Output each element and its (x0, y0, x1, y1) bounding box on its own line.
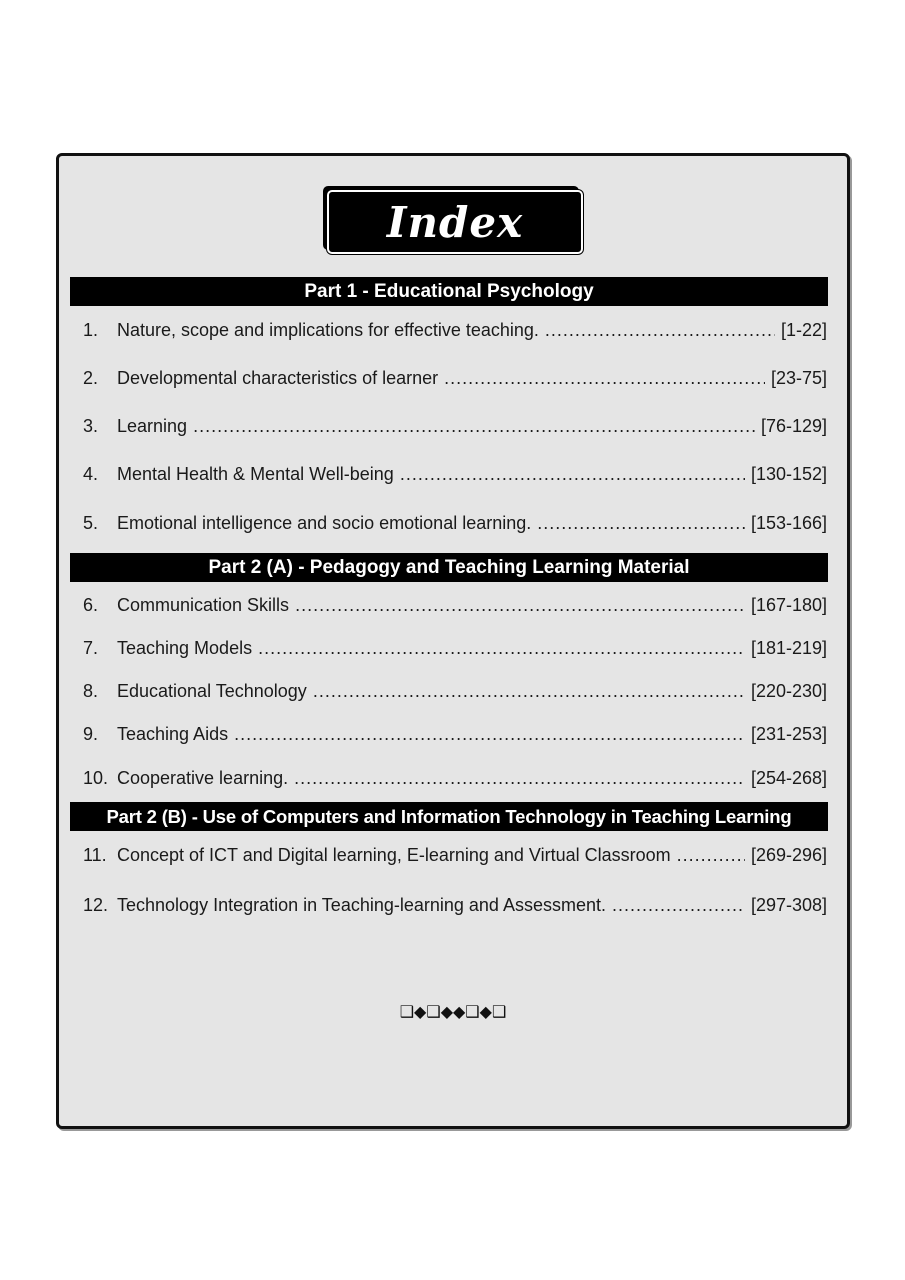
entry-number: 12. (83, 895, 109, 915)
entry-title: Teaching Models (117, 638, 253, 658)
toc-entry[interactable] (83, 638, 827, 664)
title-box (327, 190, 583, 254)
entry-title: Learning (117, 416, 188, 436)
part-heading-1: Part 1 - Educational Psychology (70, 277, 828, 306)
entry-pages: [167-180] (750, 595, 827, 615)
leader-dots (193, 416, 755, 437)
entry-title: Technology Integration in Teaching-learning and Assessment. (117, 895, 606, 915)
toc-entry[interactable] (83, 513, 827, 539)
entry-number: 4. (83, 464, 99, 484)
entry-number: 3. (83, 416, 99, 436)
entry-number: 10. (83, 768, 109, 788)
leader-dots (234, 724, 745, 745)
leader-dots (612, 895, 745, 916)
entry-number: 5. (83, 513, 99, 533)
toc-entry[interactable] (83, 895, 827, 921)
entry-pages: [254-268] (750, 768, 827, 788)
entry-pages: [269-296] (750, 845, 827, 865)
index-frame (56, 153, 850, 1129)
entry-title: Teaching Aids (117, 724, 229, 744)
entry-title: Educational Technology (117, 681, 307, 701)
entry-title: Emotional intelligence and socio emotional learning. (117, 513, 532, 533)
leader-dots (258, 638, 745, 659)
entry-number: 11. (83, 845, 107, 865)
entry-pages: [76-129] (760, 416, 827, 436)
entry-number: 6. (83, 595, 99, 615)
entry-number: 2. (83, 368, 99, 388)
toc-entry[interactable] (83, 464, 827, 490)
toc-entry[interactable] (83, 724, 827, 750)
entry-title: Developmental characteristics of learner (117, 368, 439, 388)
leader-dots (677, 845, 745, 866)
part-heading-2b: Part 2 (B) - Use of Computers and Information Technology in Teaching Learning (70, 802, 828, 831)
entry-pages: [231-253] (750, 724, 827, 744)
toc-entry[interactable] (83, 320, 827, 346)
toc-entry[interactable] (83, 368, 827, 394)
toc-entry[interactable] (83, 845, 827, 871)
entry-title: Communication Skills (117, 595, 290, 615)
entry-pages: [153-166] (750, 513, 827, 533)
index-title-block (327, 190, 585, 256)
ornament-divider: ❑◆❑◆◆❑◆❑ (399, 1002, 507, 1021)
entry-pages: [181-219] (750, 638, 827, 658)
toc-entry[interactable] (83, 681, 827, 707)
entry-number: 7. (83, 638, 99, 658)
leader-dots (444, 368, 765, 389)
leader-dots (294, 768, 745, 789)
toc-entry[interactable] (83, 595, 827, 621)
leader-dots (400, 464, 745, 485)
entry-number: 1. (83, 320, 99, 340)
part-heading-2a: Part 2 (A) - Pedagogy and Teaching Learning Material (70, 553, 828, 582)
entry-pages: [130-152] (750, 464, 827, 484)
entry-pages: [220-230] (750, 681, 827, 701)
entry-pages: [1-22] (780, 320, 827, 340)
toc-entry[interactable] (83, 768, 827, 794)
entry-number: 9. (83, 724, 99, 744)
entry-title: Mental Health & Mental Well-being (117, 464, 394, 484)
entry-title: Cooperative learning. (117, 768, 289, 788)
leader-dots (545, 320, 775, 341)
leader-dots (537, 513, 745, 534)
leader-dots (295, 595, 745, 616)
entry-number: 8. (83, 681, 99, 701)
page-title: Index (386, 197, 524, 247)
entry-pages: [23-75] (770, 368, 827, 388)
entry-title: Concept of ICT and Digital learning, E-learning and Virtual Classroom (117, 845, 671, 865)
leader-dots (313, 681, 745, 702)
entry-pages: [297-308] (750, 895, 827, 915)
toc-entry[interactable] (83, 416, 827, 442)
entry-title: Nature, scope and implications for effective teaching. (117, 320, 539, 340)
